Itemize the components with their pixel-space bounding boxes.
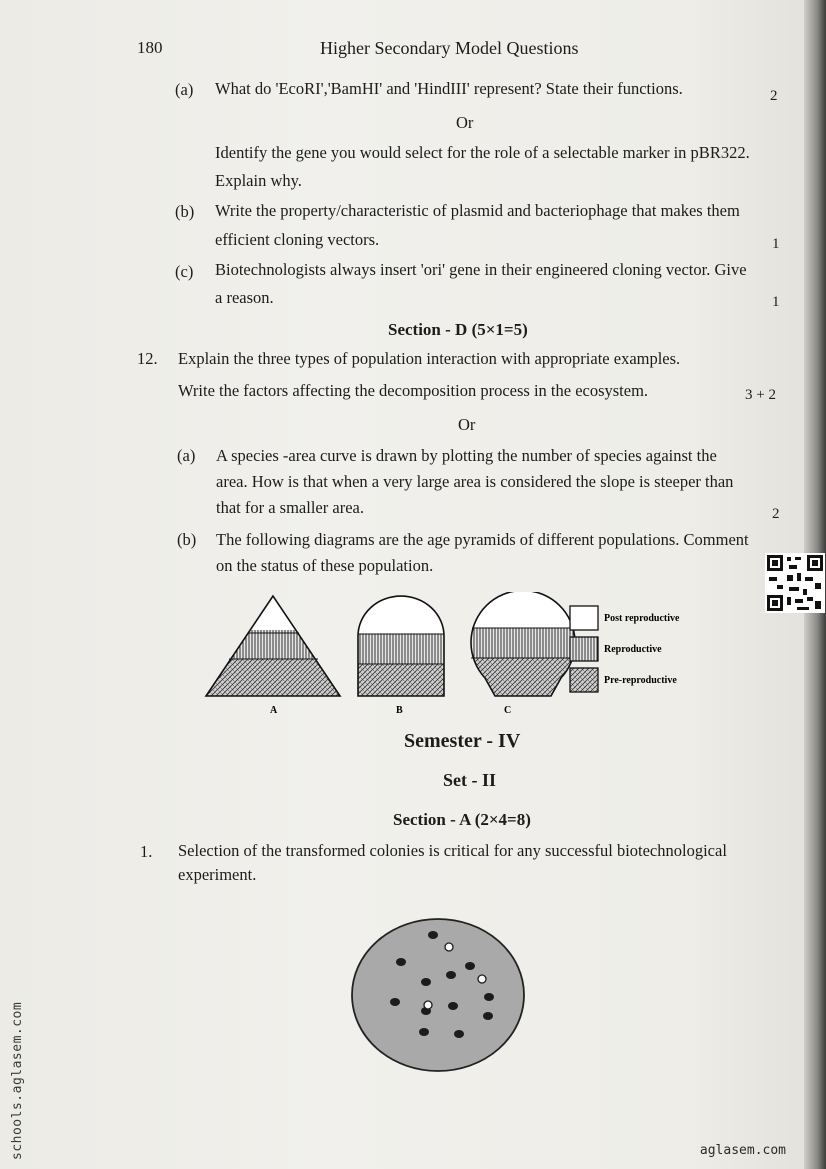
side-watermark: schools.aglasem.com: [10, 1001, 25, 1160]
q11c-marks: 1: [772, 294, 780, 310]
q11-alt-line2: Explain why.: [215, 171, 302, 190]
or-divider-2: Or: [458, 415, 476, 434]
or-divider-1: Or: [456, 113, 474, 132]
q12b-line2: on the status of these population.: [216, 556, 434, 575]
q12b-line1: The following diagrams are the age pyramids of different populations. Comment: [216, 530, 749, 549]
q12b-label: (b): [177, 530, 197, 549]
q11c-line2: a reason.: [215, 288, 274, 307]
q11b-label: (b): [175, 202, 195, 221]
running-title: Higher Secondary Model Questions: [320, 38, 579, 58]
q12a-marks: 2: [772, 506, 780, 522]
q12a-line1: A species -area curve is drawn by plotting the number of species against the: [216, 446, 717, 465]
q11-alt-line1: Identify the gene you would select for the role of a selectable marker in pBR322.: [215, 143, 750, 162]
legend-pre: Pre-reproductive: [604, 675, 677, 686]
page-number: 180: [137, 38, 163, 57]
q12-line1: Explain the three types of population interaction with appropriate examples.: [178, 349, 681, 368]
legend-swatch-reproductive: [570, 637, 598, 661]
q12a-line2: area. How is that when a very large area is considered the slope is steeper than: [216, 472, 734, 491]
section-a-title: Section - A (2×4=8): [393, 810, 531, 829]
pyramid-b: [350, 592, 450, 700]
q11b-line2: efficient cloning vectors.: [215, 230, 380, 249]
petri-dish-diagram: [348, 915, 528, 1075]
q12a-line3: that for a smaller area.: [216, 498, 364, 517]
q11c-label: (c): [175, 262, 194, 281]
bottom-watermark: aglasem.com: [699, 1143, 786, 1158]
q12-number: 12.: [137, 349, 158, 368]
q1-line1: Selection of the transformed colonies is critical for any successful biotechnological: [178, 841, 727, 860]
legend-swatch-pre: [570, 668, 598, 692]
q11a-marks: 2: [770, 88, 778, 104]
pyramid-label-b: B: [396, 705, 403, 716]
section-d-title: Section - D (5×1=5): [388, 320, 528, 339]
legend-swatch-post: [570, 606, 598, 630]
semester-title: Semester - IV: [404, 730, 521, 752]
legend-post: Post reproductive: [604, 613, 680, 624]
legend-reproductive: Reproductive: [604, 644, 662, 655]
q1-number: 1.: [140, 842, 153, 861]
q11b-marks: 1: [772, 236, 780, 252]
qr-code-icon: [765, 553, 825, 613]
q12-marks: 3 + 2: [745, 387, 776, 403]
pyramid-label-a: A: [270, 705, 278, 716]
age-pyramids-diagram: [200, 592, 720, 717]
q1-line2: experiment.: [178, 865, 257, 884]
q12-line2: Write the factors affecting the decomposition process in the ecosystem.: [178, 381, 649, 400]
q11c-line1: Biotechnologists always insert 'ori' gene in their engineered cloning vector. Give: [215, 260, 747, 279]
pyramid-a: [200, 592, 350, 699]
q12a-label: (a): [177, 446, 196, 465]
q11a-label: (a): [175, 80, 194, 99]
q11a-text: What do 'EcoRI','BamHI' and 'HindIII' represent? State their functions.: [215, 79, 683, 98]
set-title: Set - II: [443, 770, 496, 790]
pyramid-label-c: C: [504, 705, 512, 716]
q11b-line1: Write the property/characteristic of plasmid and bacteriophage that makes them: [215, 201, 740, 220]
